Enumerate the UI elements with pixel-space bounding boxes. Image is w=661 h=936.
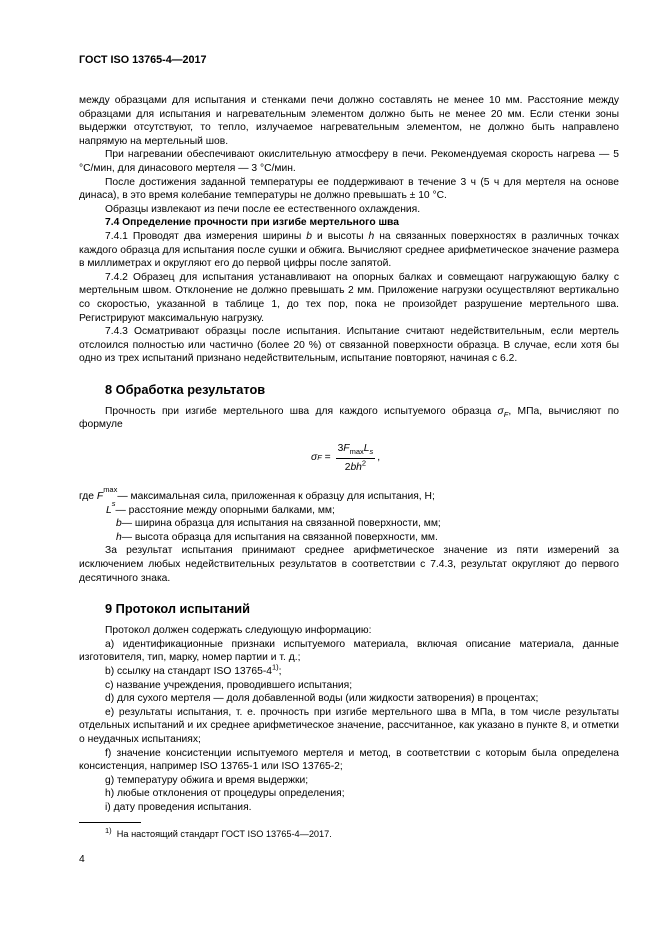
footnote-divider (79, 822, 141, 823)
definition-symbol: F (96, 491, 104, 503)
section-heading-9: 9 Протокол испытаний (105, 601, 251, 617)
num-s: s (369, 447, 374, 457)
formula: σ F = $\frac{3F_{max}L_s}{2bh^2}$ , (311, 443, 381, 473)
definition-text: — высота образца для испытания на связанной поверхности, мм. (121, 531, 438, 543)
den-coef: 2 (344, 461, 351, 473)
text-run: на связанных поверхностях в различных точках каждого образца для испытания после сушки и обжига. Вычисляют среднее арифметическое значение размера в миллиметрах и округляют его до первой цифры после запятой. (79, 230, 619, 270)
footnote-text: На настоящий стандарт ГОСТ ISO 13765-4—2017. (111, 829, 332, 839)
definition-sub: s (111, 498, 116, 508)
text-run: Прочность при изгибе мертельного шва для каждого испытуемого образца (105, 405, 498, 417)
paragraph: При нагревании обеспечивают окислительную атмосферу в печи. Рекомендуемая скорость нагрева — 5 °С/мин, для динасового мертеля — 3 °С/мин. (79, 149, 619, 174)
formula-lhs: σ (311, 452, 318, 464)
definition-text: — максимальная сила, приложенная к образцу для испытания, Н; (117, 491, 435, 503)
num-L: L (363, 443, 370, 455)
text-run: b) ссылку на стандарт ISO 13765-4 (105, 666, 272, 677)
list-item-a: а) идентификационные признаки испытуемого материала, включая описание материала, данные изготовителя, тип, марку, номер партии и т. д.; (79, 638, 619, 664)
symbol-h: h (368, 230, 375, 242)
text-run: 7.4.1 Проводят два измерения ширины (105, 230, 307, 242)
subsection-heading-7-4: 7.4 Определение прочности при изгибе мертельного шва (105, 217, 399, 229)
document-header: ГОСТ ISO 13765-4—2017 (79, 54, 207, 66)
formula-denominator (345, 459, 366, 475)
symbol-b: b (306, 230, 312, 242)
list-item-i: i) дату проведения испытания. (105, 801, 252, 813)
paragraph-7-4-1 (79, 230, 619, 271)
paragraph-7-4-3: 7.4.3 Осматривают образцы после испытания. Испытание считают недействительным, если мертель отслоился полностью или частично (более 20 %) от связанной поверхности образца. В случае, если хотя бы одно из трех испытаний признано недействительным, испытание повторяют, начиная с 6.2. (79, 326, 619, 365)
definition-item (79, 498, 619, 518)
num-coef: 3 (337, 443, 344, 455)
list-item-b (79, 662, 619, 679)
definitions-list (79, 485, 619, 544)
footnote (105, 825, 332, 842)
section-heading-8: 8 Обработка результатов (105, 381, 266, 397)
definition-item (79, 485, 619, 504)
paragraph-7-4-2: 7.4.2 Образец для испытания устанавливают на опорных балках и совмещают нагружающую балку с мертельным швом. Отклонение не должно превышать 2 мм. Приложение нагрузки осуществляют вертикально со скоростью, указанной в таблице 1, до тех пор, пока не произойдет разрушение мертельного шва. Регистрируют максимальную нагрузку. (79, 271, 619, 324)
definition-item (79, 517, 619, 531)
formula-numerator (336, 442, 376, 459)
page-number: 4 (79, 854, 85, 865)
formula-comma: , (377, 452, 381, 464)
paragraph-protocol-intro: Протокол должен содержать следующую информацию: (105, 625, 372, 637)
definition-symbol: h (116, 531, 122, 543)
formula-equals: = (321, 452, 334, 464)
definition-item (79, 531, 619, 545)
definition-text: — расстояние между опорными балками, мм; (115, 504, 335, 516)
paragraph: между образцами для испытания и стенками печи должно составлять не менее 10 мм. Расстояние между образцами для испытания и нагревательным элементом должно быть не менее 20 мм. Если стенки зоны выдержки отсутствуют, то тепло, излучаемое нагревательным элементом, не должно быть направлено напрямую на мертельный шов. (79, 95, 619, 147)
paragraph-formula-intro (79, 405, 619, 432)
definition-symbol: L (106, 504, 112, 516)
text-run: ; (278, 666, 282, 677)
symbol-sigma: σ (497, 405, 504, 417)
paragraph: Образцы извлекают из печи после ее естественного охлаждения. (105, 203, 421, 215)
den-bh: bh (350, 461, 362, 473)
definition-where: где (79, 491, 97, 503)
text-run: , МПа, вычисляют по формуле (79, 405, 619, 431)
list-item-g: g) температуру обжига и время выдержки; (105, 774, 309, 786)
list-item-f: f) значение консистенции испытуемого мертеля и метод, в соответствии с которым была определена консистенция, например ISO 13765-1 или ISO 13765-2; (79, 747, 619, 773)
paragraph-result: За результат испытания принимают среднее арифметическое значение из пяти измерений за исключением любых недействительных результатов в соответствии с 7.4.3, результат округляют до первого десятичного знака. (79, 545, 619, 584)
list-item-e: e) результаты испытания, т. е. прочность при изгибе мертельного шва в МПа, в том числе результаты отдельных испытаний и их среднее арифметическое значение, рассчитанное, как указано в пункте 8, и отметки о неудачных испытаниях; (79, 706, 619, 745)
num-F: F (343, 443, 350, 455)
paragraph: После достижения заданной температуры ее поддерживают в течение 3 ч (5 ч для мертеля на основе динаса), в это время колебание температуры не должно превышать ± 10 °С. (79, 176, 619, 202)
num-max: max (349, 447, 364, 457)
definition-symbol: b (116, 518, 122, 530)
list-item-h: h) любые отклонения от процедуры определения; (105, 788, 345, 800)
footnote-mark: 1) (105, 825, 112, 835)
subscript: F (503, 409, 509, 419)
text-run: и высоты (312, 230, 369, 242)
den-power: 2 (361, 458, 367, 468)
footnote-ref: 1) (272, 662, 279, 672)
formula-block (79, 438, 619, 482)
definition-sub: max (103, 485, 118, 495)
list-item-d: d) для сухого мертеля — доля добавленной воды (или жидкости затворения) в процентах; (105, 693, 539, 705)
list-item-c: c) название учреждения, проводившего испытания; (105, 679, 353, 691)
formula-fraction (336, 442, 376, 474)
page-content (79, 94, 619, 815)
definition-text: — ширина образца для испытания на связанной поверхности, мм; (121, 518, 441, 530)
